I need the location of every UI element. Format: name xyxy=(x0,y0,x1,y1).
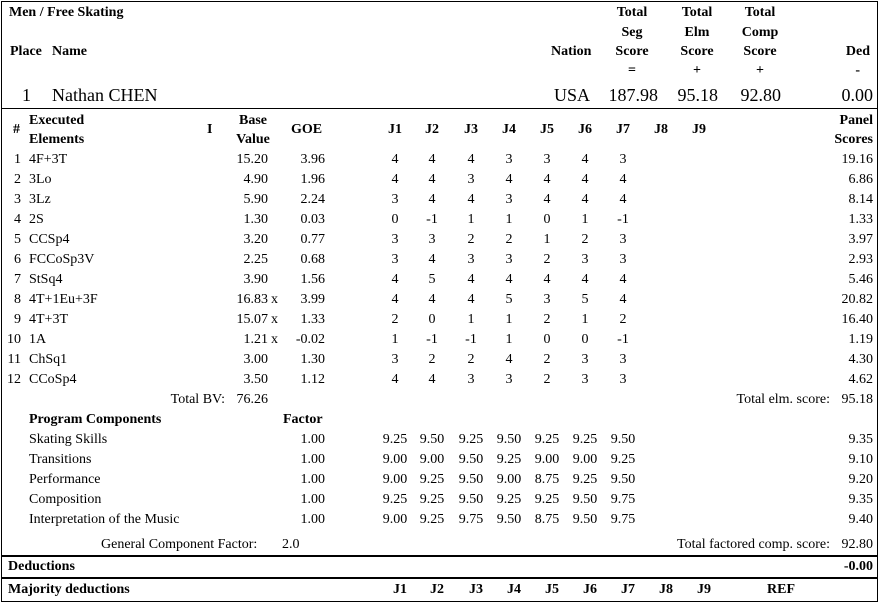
majority-judge-header: J5 xyxy=(545,582,559,597)
name-header: Name xyxy=(52,44,87,59)
judge-mark: 4 xyxy=(581,152,589,167)
total-seg-score-header-2: Seg xyxy=(621,25,643,40)
component-factor: 1.00 xyxy=(300,492,325,507)
element-num: 6 xyxy=(14,252,21,267)
element-goe: 3.99 xyxy=(300,292,325,307)
element-bonus-marker: x xyxy=(271,332,278,347)
judge-mark: 4 xyxy=(581,192,589,207)
judge-mark: 1 xyxy=(467,312,475,327)
total-bv-value: 76.26 xyxy=(236,392,268,407)
element-panel-score: 19.16 xyxy=(841,152,873,167)
judge-header: J7 xyxy=(616,122,630,137)
component-name: Composition xyxy=(29,492,102,507)
element-bonus-marker: x xyxy=(271,312,278,327)
element-base-value: 1.21 xyxy=(243,332,268,347)
judge-mark: 3 xyxy=(581,372,589,387)
component-score: 9.35 xyxy=(848,492,873,507)
judge-mark: 3 xyxy=(619,152,627,167)
total-seg-score-header-3: Score xyxy=(615,44,649,59)
element-code: 4T+1Eu+3F xyxy=(29,292,98,307)
total-elm-score-header-4: + xyxy=(693,63,701,78)
deductions-label: Deductions xyxy=(8,559,75,574)
divider xyxy=(1,577,878,579)
judge-component-mark: 9.50 xyxy=(496,432,522,447)
judge-mark: 3 xyxy=(505,252,513,267)
judge-mark: -1 xyxy=(426,332,438,347)
element-goe: 1.30 xyxy=(300,352,325,367)
judge-component-mark: 9.25 xyxy=(382,432,408,447)
judge-component-mark: 9.25 xyxy=(572,472,598,487)
component-factor: 1.00 xyxy=(300,432,325,447)
judge-mark: 4 xyxy=(391,272,399,287)
judge-component-mark: 9.50 xyxy=(610,472,636,487)
total-comp-score: 92.80 xyxy=(740,85,781,105)
judge-component-mark: 9.50 xyxy=(419,432,445,447)
total-seg-score: 187.98 xyxy=(608,85,658,105)
element-base-value: 4.90 xyxy=(243,172,268,187)
judge-header: J6 xyxy=(578,122,592,137)
judge-mark: 3 xyxy=(619,252,627,267)
element-base-value: 3.50 xyxy=(243,372,268,387)
nation-header: Nation xyxy=(551,44,592,59)
element-code: 4F+3T xyxy=(29,152,68,167)
judge-component-mark: 9.50 xyxy=(458,472,484,487)
skater-place: 1 xyxy=(22,85,31,105)
majority-deductions-label: Majority deductions xyxy=(8,582,130,597)
judge-component-mark: 9.50 xyxy=(610,432,636,447)
judge-mark: 0 xyxy=(543,332,551,347)
element-num: 4 xyxy=(14,212,21,227)
judge-mark: 4 xyxy=(581,272,589,287)
element-panel-score: 5.46 xyxy=(848,272,873,287)
element-panel-score: 1.33 xyxy=(848,212,873,227)
total-comp-score-header-4: + xyxy=(756,63,764,78)
panel-scores-header-1: Panel xyxy=(839,113,873,128)
judge-component-mark: 9.00 xyxy=(572,452,598,467)
ref-header: REF xyxy=(767,582,795,597)
element-panel-score: 6.86 xyxy=(848,172,873,187)
judge-mark: -1 xyxy=(465,332,477,347)
judge-mark: 5 xyxy=(505,292,513,307)
element-goe: 1.33 xyxy=(300,312,325,327)
majority-judge-header: J4 xyxy=(507,582,521,597)
judge-component-mark: 9.00 xyxy=(382,452,408,467)
judge-mark: 2 xyxy=(543,252,551,267)
element-panel-score: 1.19 xyxy=(848,332,873,347)
total-comp-score-header-3: Score xyxy=(743,44,777,59)
element-num: 9 xyxy=(14,312,21,327)
total-factored-value: 92.80 xyxy=(841,537,873,552)
judge-mark: 1 xyxy=(581,312,589,327)
judge-mark: 1 xyxy=(467,212,475,227)
judge-mark: 3 xyxy=(467,372,475,387)
judge-mark: 4 xyxy=(428,192,436,207)
skater-name: Nathan CHEN xyxy=(52,85,158,105)
judge-component-mark: 9.50 xyxy=(572,512,598,527)
majority-judge-header: J6 xyxy=(583,582,597,597)
element-panel-score: 16.40 xyxy=(841,312,873,327)
gcf-label: General Component Factor: xyxy=(101,537,258,552)
judge-header: J4 xyxy=(502,122,516,137)
element-code: FCCoSp3V xyxy=(29,252,95,267)
judge-component-mark: 9.50 xyxy=(458,492,484,507)
element-goe: -0.02 xyxy=(295,332,325,347)
gcf-value: 2.0 xyxy=(282,537,300,552)
judge-mark: 0 xyxy=(391,212,399,227)
component-score: 9.20 xyxy=(848,472,873,487)
judge-mark: 3 xyxy=(543,152,551,167)
judge-component-mark: 9.00 xyxy=(534,452,560,467)
judge-mark: 4 xyxy=(543,272,551,287)
judge-mark: 4 xyxy=(428,252,436,267)
factor-header: Factor xyxy=(283,412,323,427)
element-code: 2S xyxy=(29,212,44,227)
judge-component-mark: 9.25 xyxy=(496,452,522,467)
element-base-value: 2.25 xyxy=(243,252,268,267)
element-num: 8 xyxy=(14,292,21,307)
component-name: Skating Skills xyxy=(29,432,108,447)
judge-component-mark: 9.50 xyxy=(572,492,598,507)
judge-mark: 4 xyxy=(619,272,627,287)
judge-component-mark: 9.25 xyxy=(572,432,598,447)
element-bonus-marker: x xyxy=(271,292,278,307)
total-elm-score-value: 95.18 xyxy=(841,392,873,407)
judge-header: J5 xyxy=(540,122,554,137)
judge-header: J8 xyxy=(654,122,668,137)
element-num: 2 xyxy=(14,172,21,187)
judge-mark: 4 xyxy=(428,372,436,387)
judge-mark: 4 xyxy=(391,152,399,167)
element-panel-score: 8.14 xyxy=(848,192,873,207)
segment-title: Men / Free Skating xyxy=(9,5,124,20)
element-base-value: 15.20 xyxy=(236,152,268,167)
judge-component-mark: 9.50 xyxy=(458,452,484,467)
judge-mark: 2 xyxy=(543,372,551,387)
judge-header: J2 xyxy=(425,122,439,137)
judge-mark: -1 xyxy=(426,212,438,227)
element-panel-score: 4.62 xyxy=(848,372,873,387)
judge-mark: 4 xyxy=(543,172,551,187)
element-panel-score: 2.93 xyxy=(848,252,873,267)
judge-mark: 3 xyxy=(543,292,551,307)
judge-mark: 1 xyxy=(505,212,513,227)
judge-component-mark: 9.00 xyxy=(382,472,408,487)
element-base-value: 3.00 xyxy=(243,352,268,367)
judge-mark: 4 xyxy=(467,152,475,167)
element-num: 7 xyxy=(14,272,21,287)
element-num: 5 xyxy=(14,232,21,247)
ded-header-2: - xyxy=(855,63,860,78)
judge-mark: 2 xyxy=(467,352,475,367)
judge-mark: 5 xyxy=(581,292,589,307)
judge-mark: 2 xyxy=(543,312,551,327)
judge-mark: 2 xyxy=(391,312,399,327)
element-goe: 1.96 xyxy=(300,172,325,187)
judge-mark: 4 xyxy=(428,152,436,167)
judge-mark: 3 xyxy=(505,152,513,167)
element-code: 1A xyxy=(29,332,47,347)
element-base-value: 3.90 xyxy=(243,272,268,287)
majority-judge-header: J1 xyxy=(393,582,407,597)
judge-mark: 4 xyxy=(391,172,399,187)
element-num: 10 xyxy=(7,332,21,347)
total-seg-score-header-4: = xyxy=(628,63,636,78)
judge-mark: 3 xyxy=(619,232,627,247)
judge-mark: 1 xyxy=(581,212,589,227)
element-goe: 1.12 xyxy=(300,372,325,387)
judge-mark: 4 xyxy=(619,192,627,207)
judge-header: J9 xyxy=(692,122,706,137)
component-name: Interpretation of the Music xyxy=(29,512,180,527)
total-elm-score: 95.18 xyxy=(677,85,718,105)
judge-mark: 3 xyxy=(581,352,589,367)
goe-header: GOE xyxy=(291,122,323,137)
judge-component-mark: 9.25 xyxy=(534,492,560,507)
component-score: 9.10 xyxy=(848,452,873,467)
judge-mark: 2 xyxy=(467,232,475,247)
judge-mark: 3 xyxy=(619,352,627,367)
element-num: 1 xyxy=(14,152,21,167)
judge-mark: 3 xyxy=(391,252,399,267)
judge-mark: 4 xyxy=(543,192,551,207)
judge-mark: 0 xyxy=(581,332,589,347)
component-score: 9.40 xyxy=(848,512,873,527)
judge-mark: 4 xyxy=(505,172,513,187)
judge-mark: 2 xyxy=(619,312,627,327)
judge-mark: 2 xyxy=(581,232,589,247)
element-code: CCSp4 xyxy=(29,232,70,247)
judge-mark: 3 xyxy=(581,252,589,267)
divider xyxy=(1,555,878,557)
element-panel-score: 20.82 xyxy=(841,292,873,307)
element-goe: 0.03 xyxy=(300,212,325,227)
element-code: 4T+3T xyxy=(29,312,68,327)
judge-mark: 1 xyxy=(505,332,513,347)
element-num: 11 xyxy=(7,352,21,367)
judge-mark: -1 xyxy=(617,212,629,227)
judge-mark: 2 xyxy=(543,352,551,367)
judge-component-mark: 9.25 xyxy=(458,432,484,447)
judge-mark: 4 xyxy=(467,192,475,207)
majority-judge-header: J8 xyxy=(659,582,673,597)
judge-mark: 3 xyxy=(391,192,399,207)
majority-judge-header: J9 xyxy=(697,582,711,597)
element-base-value: 1.30 xyxy=(243,212,268,227)
total-bv-label: Total BV: xyxy=(170,392,225,407)
judge-component-mark: 9.25 xyxy=(610,452,636,467)
judge-mark: 4 xyxy=(619,172,627,187)
element-code: CCoSp4 xyxy=(29,372,77,387)
judge-mark: 3 xyxy=(391,232,399,247)
total-seg-score-header-1: Total xyxy=(616,5,648,20)
judge-component-mark: 9.75 xyxy=(610,492,636,507)
majority-judge-header: J7 xyxy=(621,582,635,597)
ded-header-1: Ded xyxy=(845,44,870,59)
panel-scores-header-2: Scores xyxy=(834,132,873,147)
judge-component-mark: 9.25 xyxy=(419,512,445,527)
judge-mark: 4 xyxy=(428,292,436,307)
element-code: 3Lz xyxy=(29,192,51,207)
judge-component-mark: 9.25 xyxy=(419,492,445,507)
total-factored-label: Total factored comp. score: xyxy=(677,537,830,552)
judge-component-mark: 8.75 xyxy=(534,472,560,487)
judge-mark: 4 xyxy=(467,292,475,307)
judge-component-mark: 9.25 xyxy=(419,472,445,487)
judge-component-mark: 9.50 xyxy=(496,512,522,527)
judge-mark: 4 xyxy=(428,172,436,187)
judge-mark: 0 xyxy=(428,312,436,327)
judge-component-mark: 9.00 xyxy=(496,472,522,487)
judge-component-mark: 9.25 xyxy=(496,492,522,507)
element-base-value: 3.20 xyxy=(243,232,268,247)
judge-component-mark: 8.75 xyxy=(534,512,560,527)
judge-mark: 4 xyxy=(391,292,399,307)
element-goe: 2.24 xyxy=(300,192,325,207)
judge-mark: 3 xyxy=(467,252,475,267)
judge-mark: 4 xyxy=(505,272,513,287)
judge-mark: 3 xyxy=(391,352,399,367)
skater-nation: USA xyxy=(554,85,591,105)
judge-header: J1 xyxy=(388,122,402,137)
element-base-value: 15.07 xyxy=(236,312,268,327)
judge-mark: 4 xyxy=(467,272,475,287)
judge-component-mark: 9.00 xyxy=(382,512,408,527)
executed-elements-header-2: Elements xyxy=(29,132,85,147)
executed-elements-header-1: Executed xyxy=(29,113,85,128)
divider xyxy=(1,108,878,109)
element-panel-score: 3.97 xyxy=(848,232,873,247)
judge-mark: 3 xyxy=(467,172,475,187)
judge-mark: -1 xyxy=(617,332,629,347)
judge-mark: 1 xyxy=(505,312,513,327)
element-code: StSq4 xyxy=(29,272,63,287)
judge-mark: 4 xyxy=(505,352,513,367)
total-elm-score-header-1: Total xyxy=(681,5,713,20)
element-goe: 3.96 xyxy=(300,152,325,167)
element-num: 12 xyxy=(7,372,21,387)
element-base-value: 5.90 xyxy=(243,192,268,207)
judge-mark: 4 xyxy=(581,172,589,187)
place-header: Place xyxy=(10,44,42,59)
judge-mark: 2 xyxy=(428,352,436,367)
judge-mark: 1 xyxy=(543,232,551,247)
judge-mark: 1 xyxy=(391,332,399,347)
element-code: ChSq1 xyxy=(29,352,68,367)
program-components-header: Program Components xyxy=(29,412,162,427)
base-value-header-2: Value xyxy=(236,132,270,147)
component-name: Performance xyxy=(29,472,101,487)
judge-mark: 2 xyxy=(505,232,513,247)
judge-mark: 5 xyxy=(428,272,436,287)
judge-header: J3 xyxy=(464,122,478,137)
total-comp-score-header-2: Comp xyxy=(741,25,779,40)
majority-judge-header: J3 xyxy=(469,582,483,597)
majority-judge-header: J2 xyxy=(430,582,444,597)
judge-mark: 3 xyxy=(505,192,513,207)
judge-component-mark: 9.25 xyxy=(534,432,560,447)
component-factor: 1.00 xyxy=(300,512,325,527)
total-deductions: 0.00 xyxy=(841,85,873,105)
total-comp-score-header-1: Total xyxy=(744,5,776,20)
component-name: Transitions xyxy=(29,452,92,467)
total-elm-score-header-3: Score xyxy=(680,44,714,59)
judge-component-mark: 9.25 xyxy=(382,492,408,507)
judge-component-mark: 9.00 xyxy=(419,452,445,467)
num-header: # xyxy=(13,122,20,137)
total-elm-score-label: Total elm. score: xyxy=(736,392,830,407)
total-elm-score-header-2: Elm xyxy=(684,25,710,40)
element-goe: 0.68 xyxy=(300,252,325,267)
element-base-value: 16.83 xyxy=(236,292,268,307)
judge-mark: 3 xyxy=(619,372,627,387)
judge-mark: 3 xyxy=(428,232,436,247)
element-code: 3Lo xyxy=(29,172,52,187)
component-factor: 1.00 xyxy=(300,452,325,467)
component-score: 9.35 xyxy=(848,432,873,447)
judge-component-mark: 9.75 xyxy=(458,512,484,527)
deductions-value: -0.00 xyxy=(843,559,873,574)
base-value-header-1: Base xyxy=(239,113,267,128)
component-factor: 1.00 xyxy=(300,472,325,487)
judge-component-mark: 9.75 xyxy=(610,512,636,527)
element-num: 3 xyxy=(14,192,21,207)
judge-mark: 4 xyxy=(619,292,627,307)
element-panel-score: 4.30 xyxy=(848,352,873,367)
judge-mark: 0 xyxy=(543,212,551,227)
element-goe: 1.56 xyxy=(300,272,325,287)
element-goe: 0.77 xyxy=(300,232,325,247)
judge-mark: 4 xyxy=(391,372,399,387)
judge-mark: 3 xyxy=(505,372,513,387)
info-header: I xyxy=(207,122,213,137)
